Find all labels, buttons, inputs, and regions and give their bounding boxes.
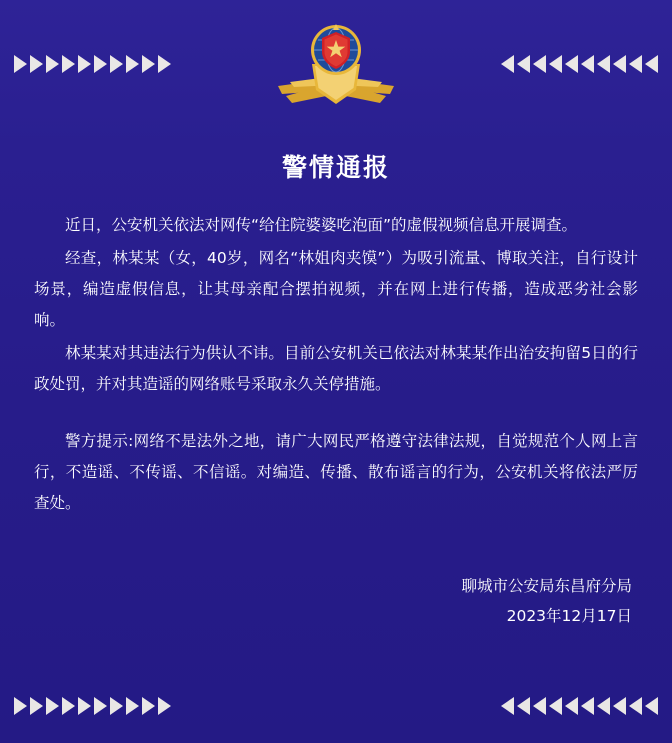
chevron-right-icon: [78, 55, 91, 73]
chevron-left-icon: [645, 55, 658, 73]
chevron-left-icon: [629, 55, 642, 73]
signature-block: [0, 571, 672, 631]
chevron-right-icon: [30, 697, 43, 715]
chevron-right-icon: [126, 55, 139, 73]
header-chevrons-left: [14, 50, 171, 78]
chevron-right-icon: [110, 697, 123, 715]
chevron-left-icon: [533, 55, 546, 73]
chevron-right-icon: [62, 697, 75, 715]
chevron-left-icon: [565, 55, 578, 73]
chevron-right-icon: [142, 55, 155, 73]
notice-body: [0, 210, 672, 519]
chevron-left-icon: [597, 697, 610, 715]
signature-issuer: 聊城市公安局东昌府分局: [461, 577, 632, 595]
chevron-left-icon: [501, 697, 514, 715]
footer-band: [0, 691, 672, 721]
chevron-right-icon: [158, 55, 171, 73]
chevron-left-icon: [517, 55, 530, 73]
footer-chevrons-right: [501, 692, 658, 720]
chevron-left-icon: [645, 697, 658, 715]
chevron-left-icon: [613, 697, 626, 715]
footer-chevrons-left: [14, 692, 171, 720]
page-title: 警情通报: [281, 153, 390, 182]
header-chevrons-right: [501, 50, 658, 78]
chevron-right-icon: [78, 697, 91, 715]
paragraph-2: 经查，林某某（女，40岁，网名“林姐肉夹馍”）为吸引流量、博取关注，自行设计场景，编造虚假信息，让其母亲配合摆拍视频，并在网上进行传播，造成恶劣社会影响。: [34, 249, 638, 329]
chevron-right-icon: [46, 697, 59, 715]
chevron-left-icon: [517, 697, 530, 715]
chevron-right-icon: [110, 55, 123, 73]
chevron-left-icon: [613, 55, 626, 73]
signature-date: 2023年12月17日: [506, 607, 632, 625]
chevron-right-icon: [94, 697, 107, 715]
china-police-emblem-icon: [272, 16, 400, 112]
chevron-left-icon: [597, 55, 610, 73]
chevron-right-icon: [158, 697, 171, 715]
chevron-left-icon: [581, 55, 594, 73]
chevron-right-icon: [14, 697, 27, 715]
chevron-right-icon: [94, 55, 107, 73]
chevron-right-icon: [142, 697, 155, 715]
chevron-right-icon: [14, 55, 27, 73]
chevron-left-icon: [549, 55, 562, 73]
chevron-left-icon: [549, 697, 562, 715]
paragraph-4: 警方提示:网络不是法外之地，请广大网民严格遵守法律法规，自觉规范个人网上言行，不造谣、不传谣、不信谣。对编造、传播、散布谣言的行为，公安机关将依法严厉查处。: [34, 432, 638, 512]
chevron-right-icon: [30, 55, 43, 73]
chevron-left-icon: [629, 697, 642, 715]
paragraph-3: 林某某对其违法行为供认不讳。目前公安机关已依法对林某某作出治安拘留5日的行政处罚，并对其造谣的网络账号采取永久关停措施。: [34, 344, 638, 393]
chevron-right-icon: [126, 697, 139, 715]
chevron-right-icon: [62, 55, 75, 73]
chevron-left-icon: [581, 697, 594, 715]
paragraph-1: 近日，公安机关依法对网传“给住院婆婆吃泡面”的虚假视频信息开展调查。: [65, 216, 578, 234]
chevron-left-icon: [501, 55, 514, 73]
header-band: [0, 0, 672, 120]
chevron-left-icon: [565, 697, 578, 715]
chevron-left-icon: [533, 697, 546, 715]
chevron-right-icon: [46, 55, 59, 73]
